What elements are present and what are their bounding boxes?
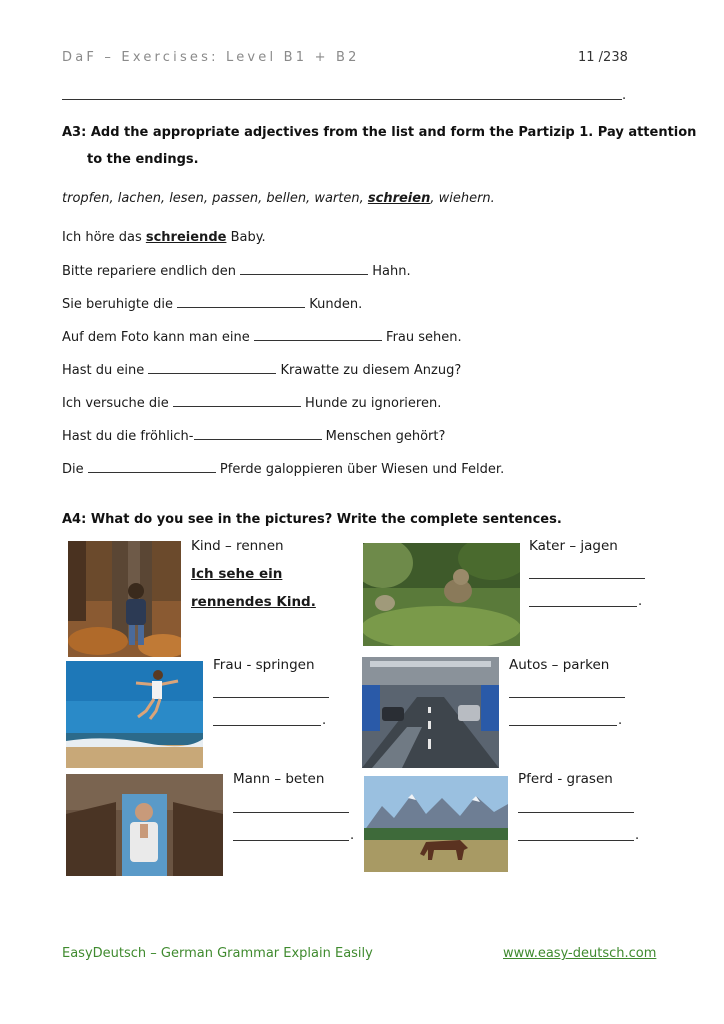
answer-line[interactable] xyxy=(233,812,349,813)
page-number: 11 /238 xyxy=(578,50,628,65)
answer-blank[interactable] xyxy=(88,460,216,473)
cat-hunting-photo xyxy=(363,543,520,646)
picture-label: Autos – parken xyxy=(509,657,610,673)
picture-label: Kater – jagen xyxy=(529,538,618,554)
a3-sentence: Hast du eine Krawatte zu diesem Anzug? xyxy=(62,363,462,378)
footer-brand: EasyDeutsch – German Grammar Explain Easily xyxy=(62,946,373,961)
answer-blank[interactable] xyxy=(177,295,305,308)
a3-example-sentence: Ich höre das schreiende Baby. xyxy=(62,230,266,245)
picture-label: Mann – beten xyxy=(233,771,325,787)
line-period: . xyxy=(322,713,327,728)
answer-blank[interactable] xyxy=(240,262,368,275)
a3-heading-continued: to the endings. xyxy=(87,152,199,167)
man-praying-photo xyxy=(66,774,223,876)
picture-label: Kind – rennen xyxy=(191,538,284,554)
horse-grazing-photo xyxy=(364,776,508,872)
picture-label: Pferd - grasen xyxy=(518,771,613,787)
a3-word-list: tropfen, lachen, lesen, passen, bellen, warten, schreien, wiehern. xyxy=(62,191,495,206)
sample-answer: Ich sehe ein xyxy=(191,566,283,582)
picture-label: Frau - springen xyxy=(213,657,315,673)
a4-heading: A4: What do you see in the pictures? Write the complete sentences. xyxy=(62,512,562,527)
answer-blank[interactable] xyxy=(194,427,322,440)
a3-sentence: Sie beruhigte die Kunden. xyxy=(62,297,363,312)
answer-line[interactable] xyxy=(509,697,625,698)
answer-line[interactable] xyxy=(509,725,617,726)
answer-line[interactable] xyxy=(529,578,645,579)
a3-sentence: Ich versuche die Hunde zu ignorieren. xyxy=(62,396,442,411)
answer-blank[interactable] xyxy=(254,328,382,341)
header-rule xyxy=(62,99,622,100)
line-period: . xyxy=(638,594,643,609)
line-period: . xyxy=(350,828,355,843)
answer-line[interactable] xyxy=(529,606,637,607)
answer-blank[interactable] xyxy=(148,361,276,374)
answer-line[interactable] xyxy=(518,812,634,813)
line-period: . xyxy=(618,713,623,728)
a3-sentence: Die Pferde galoppieren über Wiesen und Felder. xyxy=(62,462,505,477)
answer-blank[interactable] xyxy=(173,394,301,407)
child-running-photo xyxy=(68,541,181,657)
answer-line[interactable] xyxy=(213,725,321,726)
line-period: . xyxy=(635,828,640,843)
answer-line[interactable] xyxy=(233,840,349,841)
sample-answer: rennendes Kind. xyxy=(191,594,316,610)
document-header: DaF – Exercises: Level B1 + B2 xyxy=(62,50,360,65)
footer-website-link[interactable]: www.easy-deutsch.com xyxy=(503,946,657,961)
example-answer: schreiende xyxy=(145,230,227,245)
highlighted-word: schreien xyxy=(367,191,431,206)
a3-sentence: Bitte repariere endlich den Hahn. xyxy=(62,264,411,279)
parking-garage-photo xyxy=(362,657,499,768)
answer-line[interactable] xyxy=(518,840,634,841)
woman-jumping-photo xyxy=(66,661,203,768)
a3-heading: A3: Add the appropriate adjectives from the list and form the Partizip 1. Pay attention xyxy=(62,125,697,140)
a3-sentence: Hast du die fröhlich- Menschen gehört? xyxy=(62,429,446,444)
header-rule-dot: . xyxy=(622,88,627,103)
a3-sentence: Auf dem Foto kann man eine Frau sehen. xyxy=(62,330,462,345)
answer-line[interactable] xyxy=(213,697,329,698)
